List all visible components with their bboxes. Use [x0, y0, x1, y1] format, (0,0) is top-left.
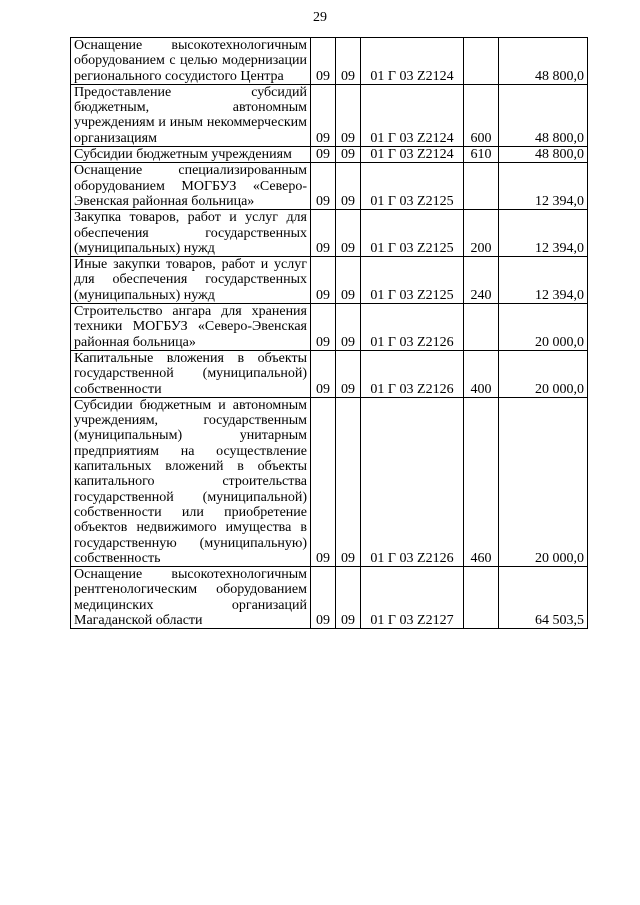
row-target-article: 01 Г 03 Z2127 [361, 567, 464, 629]
row-expense-type: 200 [464, 210, 499, 257]
row-section: 09 [311, 350, 336, 397]
table-row [71, 147, 588, 163]
row-name: Оснащение высокотехнологичным оборудованием с целью модернизации регионального сосудистого Центра [71, 38, 311, 85]
row-name: Субсидии бюджетным учреждениям [71, 147, 311, 163]
row-name: Оснащение специализированным оборудованием МОГБУЗ «Северо-Эвенская районная больница» [71, 163, 311, 210]
table-row [71, 397, 588, 566]
budget-table-body [71, 38, 588, 629]
row-subsection: 09 [336, 84, 361, 146]
row-amount: 12 394,0 [499, 163, 588, 210]
row-amount: 20 000,0 [499, 304, 588, 351]
row-section: 09 [311, 397, 336, 566]
table-row [71, 38, 588, 85]
row-section: 09 [311, 210, 336, 257]
budget-table [70, 37, 588, 629]
row-name: Иные закупки товаров, работ и услуг для обеспечения государственных (муниципальных) нужд [71, 257, 311, 304]
table-row [71, 257, 588, 304]
row-section: 09 [311, 38, 336, 85]
row-name: Строительство ангара для хранения техники МОГБУЗ «Северо-Эвенская районная больница» [71, 304, 311, 351]
table-row [71, 84, 588, 146]
row-subsection: 09 [336, 147, 361, 163]
row-section: 09 [311, 257, 336, 304]
row-amount: 48 800,0 [499, 38, 588, 85]
row-expense-type: 460 [464, 397, 499, 566]
row-subsection: 09 [336, 567, 361, 629]
row-target-article: 01 Г 03 Z2126 [361, 397, 464, 566]
row-target-article: 01 Г 03 Z2126 [361, 350, 464, 397]
table-row [71, 567, 588, 629]
page-number: 29 [313, 10, 327, 25]
table-row [71, 350, 588, 397]
row-expense-type: 610 [464, 147, 499, 163]
row-amount: 20 000,0 [499, 397, 588, 566]
row-subsection: 09 [336, 350, 361, 397]
row-target-article: 01 Г 03 Z2125 [361, 163, 464, 210]
row-expense-type [464, 38, 499, 85]
row-amount: 48 800,0 [499, 84, 588, 146]
row-expense-type [464, 567, 499, 629]
row-target-article: 01 Г 03 Z2125 [361, 210, 464, 257]
row-subsection: 09 [336, 397, 361, 566]
table-row [71, 210, 588, 257]
row-expense-type: 240 [464, 257, 499, 304]
row-subsection: 09 [336, 257, 361, 304]
row-target-article: 01 Г 03 Z2124 [361, 84, 464, 146]
row-expense-type: 400 [464, 350, 499, 397]
row-amount: 64 503,5 [499, 567, 588, 629]
row-section: 09 [311, 147, 336, 163]
table-row [71, 163, 588, 210]
row-name: Капитальные вложения в объекты государственной (муниципальной) собственности [71, 350, 311, 397]
row-subsection: 09 [336, 304, 361, 351]
row-target-article: 01 Г 03 Z2124 [361, 147, 464, 163]
row-expense-type [464, 163, 499, 210]
row-amount: 12 394,0 [499, 210, 588, 257]
table-row [71, 304, 588, 351]
row-amount: 48 800,0 [499, 147, 588, 163]
row-subsection: 09 [336, 210, 361, 257]
row-target-article: 01 Г 03 Z2124 [361, 38, 464, 85]
row-section: 09 [311, 84, 336, 146]
row-expense-type [464, 304, 499, 351]
row-expense-type: 600 [464, 84, 499, 146]
row-amount: 20 000,0 [499, 350, 588, 397]
row-subsection: 09 [336, 163, 361, 210]
row-section: 09 [311, 304, 336, 351]
row-name: Оснащение высокотехнологичным рентгенологическим оборудованием медицинских организаций Магаданской области [71, 567, 311, 629]
row-subsection: 09 [336, 38, 361, 85]
row-name: Субсидии бюджетным и автономным учреждениям, государственным (муниципальным) унитарным предприятиям на осуществление капитальных вложений в объекты капитального строительства государственной (муниципальной) собственности или приобретение объектов недвижимого имущества в государственную (муниципальную) собственность [71, 397, 311, 566]
row-target-article: 01 Г 03 Z2126 [361, 304, 464, 351]
row-amount: 12 394,0 [499, 257, 588, 304]
row-target-article: 01 Г 03 Z2125 [361, 257, 464, 304]
row-name: Закупка товаров, работ и услуг для обеспечения государственных (муниципальных) нужд [71, 210, 311, 257]
row-section: 09 [311, 567, 336, 629]
row-name: Предоставление субсидий бюджетным, автономным учреждениям и иным некоммерческим организациям [71, 84, 311, 146]
row-section: 09 [311, 163, 336, 210]
